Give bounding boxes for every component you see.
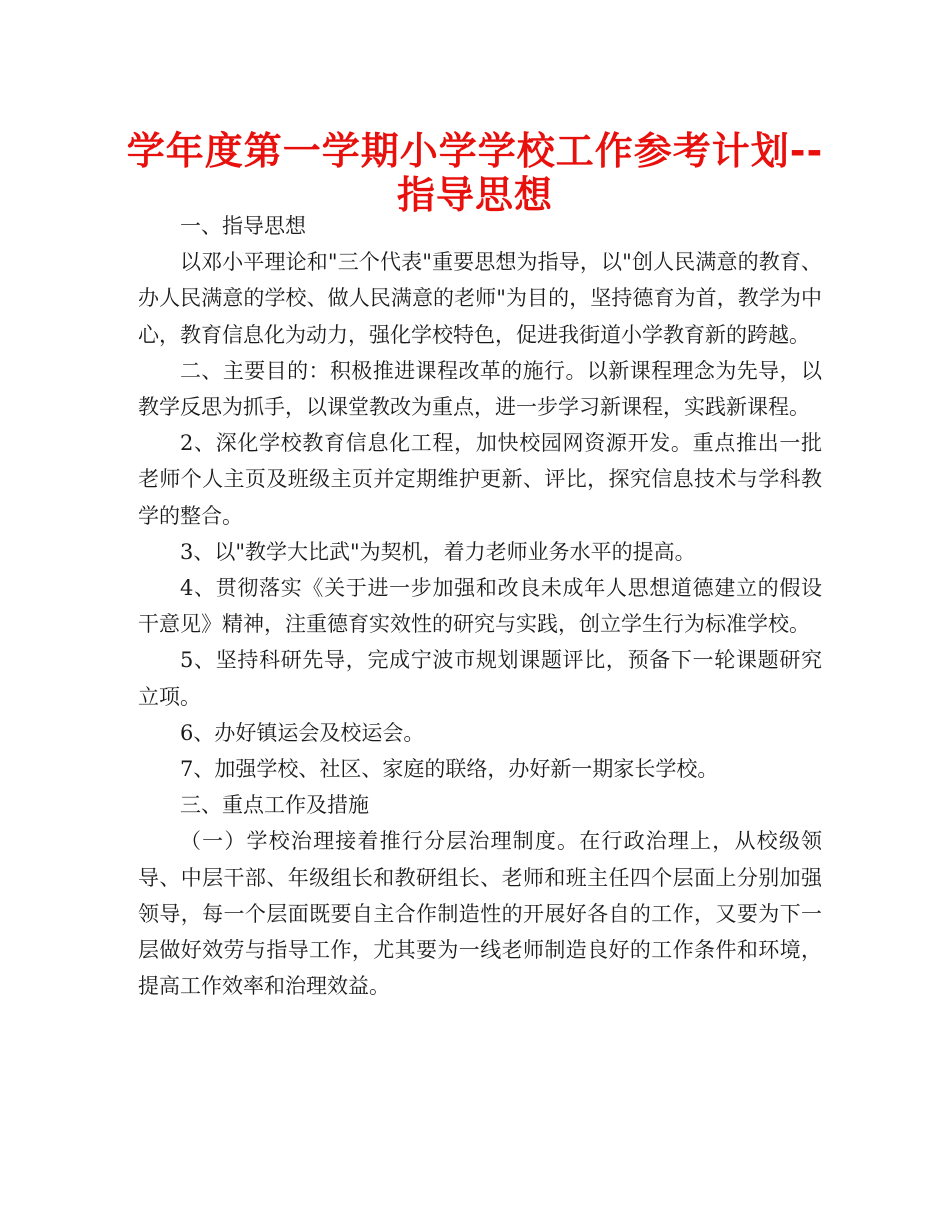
- paragraph-goal-2: 2、深化学校教育信息化工程，加快校园网资源开发。重点推出一批老师个人主页及班级主页并定期维护更新、评比，探究信息技术与学科教学的整合。: [138, 431, 822, 528]
- paragraph-goal-6: 6、办好镇运会及校运会。: [180, 720, 425, 745]
- paragraph-goal-5: 5、坚持科研先导，完成宁波市规划课题评比，预备下一轮课题研究立项。: [138, 648, 822, 709]
- document-title-line-1: 学年度第一学期小学学校工作参考计划--: [126, 129, 824, 173]
- paragraph-school-management: （一）学校治理接着推行分层治理制度。在行政治理上，从校级领导、中层干部、年级组长和教研组长、老师和班主任四个层面上分别加强领导，每一个层面既要自主合作制造性的开展好各自的工作，又要为下一层做好效劳与指导工作，尤其要为一线老师制造良好的工作条件和环境，提高工作效率和治理效益。: [138, 829, 822, 999]
- section-heading-key-work: 三、重点工作及措施: [180, 793, 369, 818]
- section-heading-guiding-ideology: 一、指导思想: [180, 214, 306, 238]
- paragraph-guiding-ideology: 以邓小平理论和"三个代表"重要思想为指导，以"创人民满意的教育、办人民满意的学校、做人民满意的老师"为目的，坚持德育为首，教学为中心，教育信息化为动力，强化学校特色，促进我街道小学教育新的跨越。: [138, 250, 822, 347]
- document-title-line-2: 指导思想: [396, 173, 553, 217]
- paragraph-goal-7: 7、加强学校、社区、家庭的联络，办好新一期家长学校。: [180, 757, 719, 782]
- document-body: [138, 208, 822, 1004]
- paragraph-goal-3: 3、以"教学大比武"为契机，着力老师业务水平的提高。: [180, 539, 696, 564]
- paragraph-main-goals: 二、主要目的：积极推进课程改革的施行。以新课程理念为先导，以教学反思为抓手，以课堂教改为重点，进一步学习新课程，实践新课程。: [138, 358, 822, 420]
- paragraph-goal-4: 4、贯彻落实《关于进一步加强和改良未成年人思想道德建立的假设干意见》精神，注重德育实效性的研究与实践，创立学生行为标准学校。: [138, 576, 822, 637]
